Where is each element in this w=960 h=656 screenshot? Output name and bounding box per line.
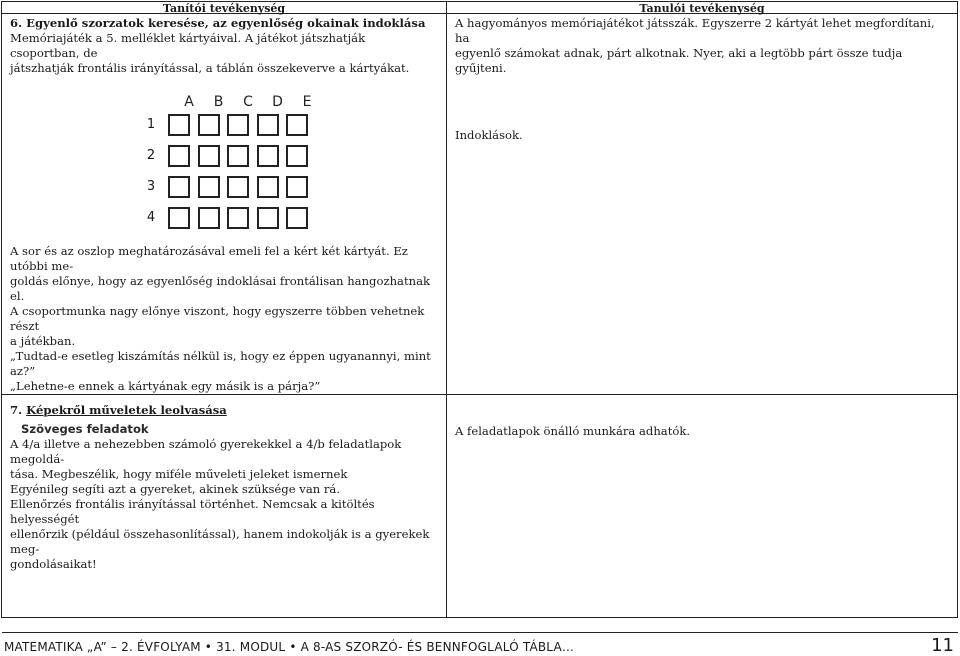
column-letter: D [272, 94, 283, 110]
memory-card[interactable] [286, 176, 308, 198]
memory-card[interactable] [257, 145, 279, 167]
text-line: a játékban. [10, 334, 76, 348]
memory-card[interactable] [168, 176, 190, 198]
teacher-header: Tanítói tevékenység [2, 2, 446, 14]
text-line: goldás előnye, hogy az egyenlőség indoklásai frontálisan hangozhatnak el. [10, 274, 431, 303]
column-letter: B [213, 94, 224, 110]
memory-card[interactable] [198, 114, 220, 136]
section7-subtitle: Szöveges feladatok [21, 422, 149, 436]
memory-card[interactable] [257, 176, 279, 198]
text-line: ellenőrzik (például összehasonlítással), hanem indokolják is a gyerekek meg- [10, 527, 430, 556]
memory-card[interactable] [198, 207, 220, 229]
row-number: 3 [146, 179, 156, 194]
student-header: Tanulói tevékenység [447, 2, 957, 14]
memory-card[interactable] [168, 207, 190, 229]
column-letter: C [243, 94, 253, 110]
teacher-column-section6 [2, 2, 447, 395]
row-number: 4 [146, 210, 156, 225]
page-footer [0, 632, 960, 654]
text-line: A 4/a illetve a nehezebben számoló gyerekekkel a 4/b feladatlapok megoldá- [10, 437, 402, 466]
student-column-section6 [447, 2, 958, 395]
memory-card[interactable] [227, 176, 249, 198]
column-letter: E [302, 94, 312, 110]
section6-intro-line: Memóriajáték a 5. melléklet kártyáival. A játékot játszhatják csoportban, de [10, 31, 366, 60]
teacher-column-section7 [2, 395, 447, 618]
lesson-table [1, 1, 958, 618]
text-line: A sor és az oszlop meghatározásával emeli fel a kért két kártyát. Ez utóbbi me- [10, 244, 408, 273]
section7-title: 7. Képekről műveletek leolvasása [10, 403, 227, 417]
text-line: A csoportmunka nagy előnye viszont, hogy egyszerre többen vehetnek részt [10, 304, 425, 333]
student-activity-block [447, 14, 957, 76]
text-line: egyenlő számokat adnak, párt alkotnak. Nyer, aki a legtöbb párt össze tudja gyűjteni. [455, 46, 903, 75]
text-line: Ellenőrzés frontális irányítással történhet. Nemcsak a kitöltés helyességét [10, 497, 375, 526]
memory-card[interactable] [286, 207, 308, 229]
memory-card[interactable] [198, 176, 220, 198]
section6-title: 6. Egyenlő szorzatok keresése, az egyenlőség okainak indoklása [10, 16, 426, 30]
memory-card[interactable] [257, 207, 279, 229]
row-number: 1 [146, 117, 156, 132]
explanation-block [10, 244, 438, 394]
footer-title: MATEMATIKA „A” – 2. ÉVFOLYAM • 31. MODUL • A 8-AS SZORZÓ- ÉS BENNFOGLALÓ TÁBLA… [4, 640, 575, 654]
memory-card[interactable] [286, 145, 308, 167]
memory-card-grid [10, 94, 438, 234]
section7-text [10, 437, 438, 572]
reasons-label: Indoklások. [455, 128, 523, 142]
memory-card[interactable] [227, 207, 249, 229]
memory-card[interactable] [257, 114, 279, 136]
memory-card[interactable] [286, 114, 308, 136]
text-line: „Tudtad-e esetleg kiszámítás nélkül is, hogy ez éppen ugyanannyi, mint az?” [10, 349, 431, 378]
section6-intro-line: játszhatják frontális irányítással, a táblán összekeverve a kártyákat. [10, 61, 410, 75]
text-line: „Lehetne-e ennek a kártyának egy másik is a párja?” [10, 379, 321, 393]
student-column-section7 [447, 395, 958, 618]
memory-card[interactable] [168, 114, 190, 136]
memory-card[interactable] [198, 145, 220, 167]
row-number: 2 [146, 148, 156, 163]
memory-card[interactable] [168, 145, 190, 167]
column-letter: A [184, 94, 194, 110]
text-line: tása. Megbeszélik, hogy miféle műveleti jeleket ismernek [10, 467, 348, 481]
section7-student-text: A feladatlapok önálló munkára adhatók. [455, 424, 691, 438]
text-line: gondolásaikat! [10, 557, 97, 571]
memory-card[interactable] [227, 114, 249, 136]
memory-card[interactable] [227, 145, 249, 167]
footer-divider [2, 632, 958, 633]
column-letters [175, 94, 325, 112]
text-line: A hagyományos memóriajátékot játsszák. Egyszerre 2 kártyát lehet megfordítani, ha [455, 16, 935, 45]
page-number: 11 [931, 635, 954, 656]
text-line: Egyénileg segíti azt a gyereket, akinek szüksége van rá. [10, 482, 341, 496]
